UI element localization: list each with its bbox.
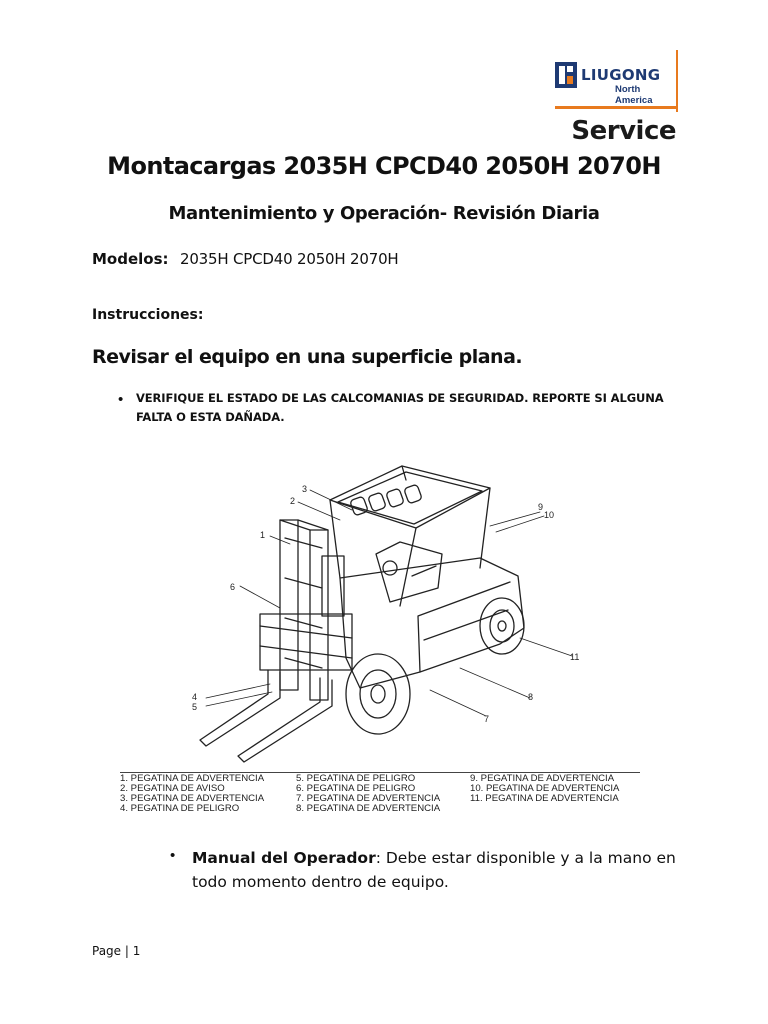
callout-label: 4	[192, 692, 198, 702]
operator-manual-label: Manual del Operador	[192, 849, 376, 867]
legend-column-3	[470, 774, 619, 804]
liugong-logo	[555, 52, 677, 104]
logo-divider-horizontal	[555, 106, 677, 109]
instructions-main: Revisar el equipo en una superficie plana.	[92, 346, 523, 368]
legend-item: 1. PEGATINA DE ADVERTENCIA	[120, 773, 265, 784]
liugong-logo-mark-icon	[555, 62, 577, 88]
callout-leaders	[206, 490, 572, 716]
legend-item: 8. PEGATINA DE ADVERTENCIA	[296, 803, 441, 814]
bullet-icon: •	[118, 391, 124, 408]
service-heading: Service	[571, 116, 676, 146]
chassis	[340, 542, 524, 688]
logo-subtitle: North America	[615, 84, 653, 106]
legend-item: 11. PEGATINA DE ADVERTENCIA	[470, 793, 619, 804]
logo-wordmark: LIUGONG	[581, 66, 661, 84]
callout-label: 2	[290, 496, 296, 506]
callout-label: 9	[538, 502, 544, 512]
callout-label: 5	[192, 702, 198, 712]
callout-label: 10	[544, 510, 555, 520]
logo-divider-vertical	[676, 50, 678, 112]
instructions-label: Instrucciones:	[92, 307, 204, 323]
legend-item: 7. PEGATINA DE ADVERTENCIA	[296, 793, 441, 804]
mast	[280, 520, 344, 700]
models-label: Modelos:	[92, 250, 169, 268]
legend-column-2	[296, 774, 440, 814]
safety-decal-instruction: VERIFIQUE EL ESTADO DE LAS CALCOMANIAS DE SEGURIDAD. REPORTE SI ALGUNA FALTA O ESTA DAÑADA.	[136, 391, 664, 424]
page-number: Page | 1	[92, 944, 141, 958]
legend-item: 4. PEGATINA DE PELIGRO	[120, 803, 240, 814]
callout-label: 3	[302, 484, 308, 494]
bullet-icon: •	[170, 847, 176, 864]
overhead-guard	[330, 466, 490, 606]
wheels	[346, 598, 524, 734]
callout-label: 8	[528, 692, 534, 702]
callout-label: 6	[230, 582, 236, 592]
forklift-decal-diagram	[180, 458, 580, 770]
legend-column-1	[120, 774, 264, 814]
operator-manual-text: : Debe estar disponible y a la mano en todo momento dentro de equipo.	[192, 849, 676, 891]
legend-item: 5. PEGATINA DE PELIGRO	[296, 773, 416, 784]
document-subtitle: Mantenimiento y Operación- Revisión Diaria	[168, 203, 600, 224]
models-value: 2035H CPCD40 2050H 2070H	[180, 250, 399, 268]
legend-item: 6. PEGATINA DE PELIGRO	[296, 783, 416, 794]
legend-item: 3. PEGATINA DE ADVERTENCIA	[120, 793, 265, 804]
operator-manual-instruction	[192, 846, 692, 894]
legend-item: 10. PEGATINA DE ADVERTENCIA	[470, 783, 620, 794]
callout-label: 1	[260, 530, 266, 540]
callout-label: 11	[570, 652, 580, 662]
legend-item: 2. PEGATINA DE AVISO	[120, 783, 225, 794]
document-title: Montacargas 2035H CPCD40 2050H 2070H	[107, 152, 661, 180]
legend-item: 9. PEGATINA DE ADVERTENCIA	[470, 773, 615, 784]
carriage	[260, 614, 352, 670]
forks	[200, 670, 332, 762]
callout-label: 7	[484, 714, 490, 724]
